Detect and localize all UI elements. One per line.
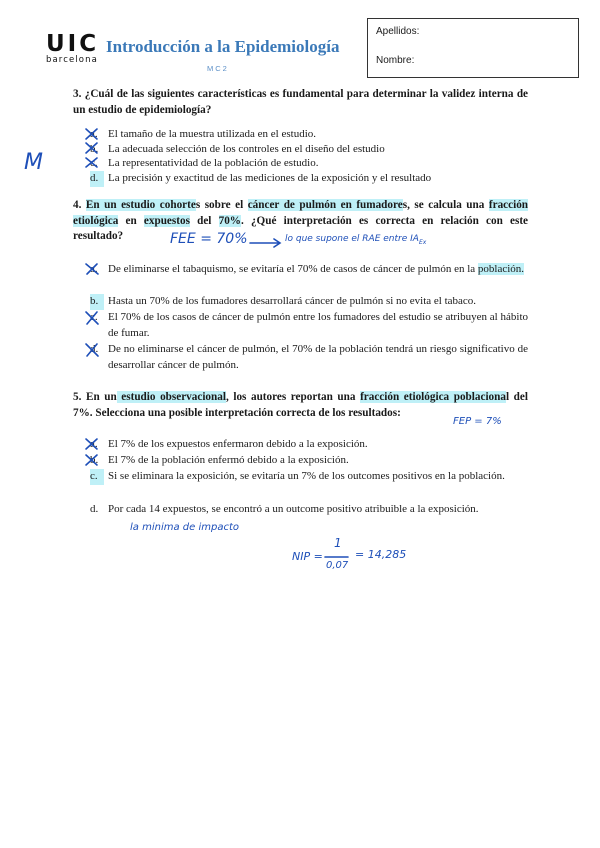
cross-mark-q3a <box>86 129 97 139</box>
question-text-part: estudio observacional <box>116 391 226 403</box>
option-text: De no eliminarse el cáncer de pulmón, el 70% de la población tendrá un riesgo significativo de desarrollar cáncer de pulmón. <box>108 343 528 371</box>
option-letter: d. <box>90 343 99 355</box>
nip-result: = 14,285 <box>355 548 407 561</box>
option-text-line: De eliminarse el tabaquismo, se evitaría el 70% de casos de cáncer de pulmón en la <box>108 263 476 275</box>
q5-note-impact: la minima de impacto <box>130 522 239 533</box>
question-text-part: etiológica <box>73 214 119 227</box>
question-text-part: en <box>118 214 144 227</box>
cross-mark-q5b <box>86 455 97 465</box>
option-text: El 70% de los casos de cáncer de pulmón entre los fumadores del estudio se atribuyen al hábito de fumar. <box>108 311 528 339</box>
question-text-part: 70% <box>218 214 241 227</box>
question-text-part: , los autores reportan una <box>225 391 361 403</box>
cross-mark-q4d <box>86 344 98 356</box>
cross-mark-q3c <box>86 158 97 167</box>
nip-denominator: 0,07 <box>326 560 349 571</box>
option-text: La adecuada selección de los controles en el diseño del estudio <box>108 143 385 155</box>
cross-mark-q5a <box>86 439 97 449</box>
option-text: La precisión y exactitud de las mediciones de la exposición y el resultado <box>108 172 432 184</box>
option-letter: a. <box>90 128 98 140</box>
question-text-part: . ¿Qué interpretación es correcta en relación con este resultado? <box>73 214 529 242</box>
question-number: 4. <box>73 199 82 211</box>
cross-mark-q3b <box>86 143 97 153</box>
question-text-part: cáncer de pulmón en fumadore <box>247 199 403 211</box>
option-letter: a. <box>90 438 98 450</box>
option-text: El 7% de la población enfermó debido a la exposición. <box>108 454 349 466</box>
option-text: El 7% de los expuestos enfermaron debido a la exposición. <box>108 438 368 450</box>
q4-note-text: lo que supone el RAE entre IA <box>285 234 419 244</box>
question-text-part: fracción <box>488 199 529 211</box>
nip-label: NIP = <box>292 550 323 563</box>
option-letter: c. <box>90 311 98 323</box>
question-number: 5. <box>73 391 82 403</box>
option-text: Por cada 14 expuestos, se encontró a un outcome positivo atribuible a la exposición. <box>108 503 479 515</box>
question-text-part: En un estudio cohorte <box>85 199 196 211</box>
margin-mark: M <box>24 150 43 175</box>
question-text-part: l del 7%. Selecciona una posible interpretación correcta de los resultados: <box>73 391 528 419</box>
option-text: Si se eliminara la exposición, se evitaría un 7% de los outcomes positivos en la población. <box>108 470 505 482</box>
course-title: Introducción a la Epidemiología <box>106 37 340 56</box>
logo-mark: UIC <box>46 31 100 57</box>
q5-note-fep: FEP = 7% <box>453 416 502 427</box>
option-text-highlight: población. <box>477 263 525 275</box>
question-text-part: s sobre el <box>195 199 248 211</box>
course-code: MC2 <box>207 64 229 73</box>
option-letter: c. <box>90 469 104 485</box>
cross-mark-q4a <box>86 264 98 274</box>
question-text-part: En un <box>85 391 117 403</box>
option-letter: d. <box>90 503 99 515</box>
question-text-part: del <box>189 214 219 227</box>
question-text: ¿Cuál de las siguientes características es fundamental para determinar la validez interna de un estudio de epidemiología? <box>73 88 529 116</box>
q4-note-fee: FEE = 70% <box>170 231 248 247</box>
option-letter: a. <box>90 263 98 275</box>
question-number: 3. <box>73 88 82 100</box>
arrow-icon <box>250 239 280 247</box>
cross-mark-q4c <box>86 312 98 324</box>
logo-subtitle: barcelona <box>46 55 98 65</box>
option-letter: c. <box>90 157 98 169</box>
q4-note-subscript: Ex <box>418 238 427 246</box>
option-letter: b. <box>90 294 104 310</box>
question-text-part: s, se calcula una <box>402 199 489 211</box>
question-text-part: fracción etiológica poblaciona <box>360 391 506 403</box>
name-label: Nombre: <box>376 55 415 66</box>
surname-label: Apellidos: <box>376 26 420 37</box>
nip-numerator: 1 <box>334 536 342 550</box>
option-text: La representatividad de la población de estudio. <box>108 157 319 169</box>
option-letter: d. <box>90 171 104 187</box>
option-letter: b. <box>90 143 99 155</box>
option-text: El tamaño de la muestra utilizada en el estudio. <box>108 128 317 140</box>
question-text-part: expuestos <box>143 214 190 227</box>
option-letter: b. <box>90 454 99 466</box>
option-text: Hasta un 70% de los fumadores desarrollará cáncer de pulmón si no evita el tabaco. <box>108 295 477 307</box>
